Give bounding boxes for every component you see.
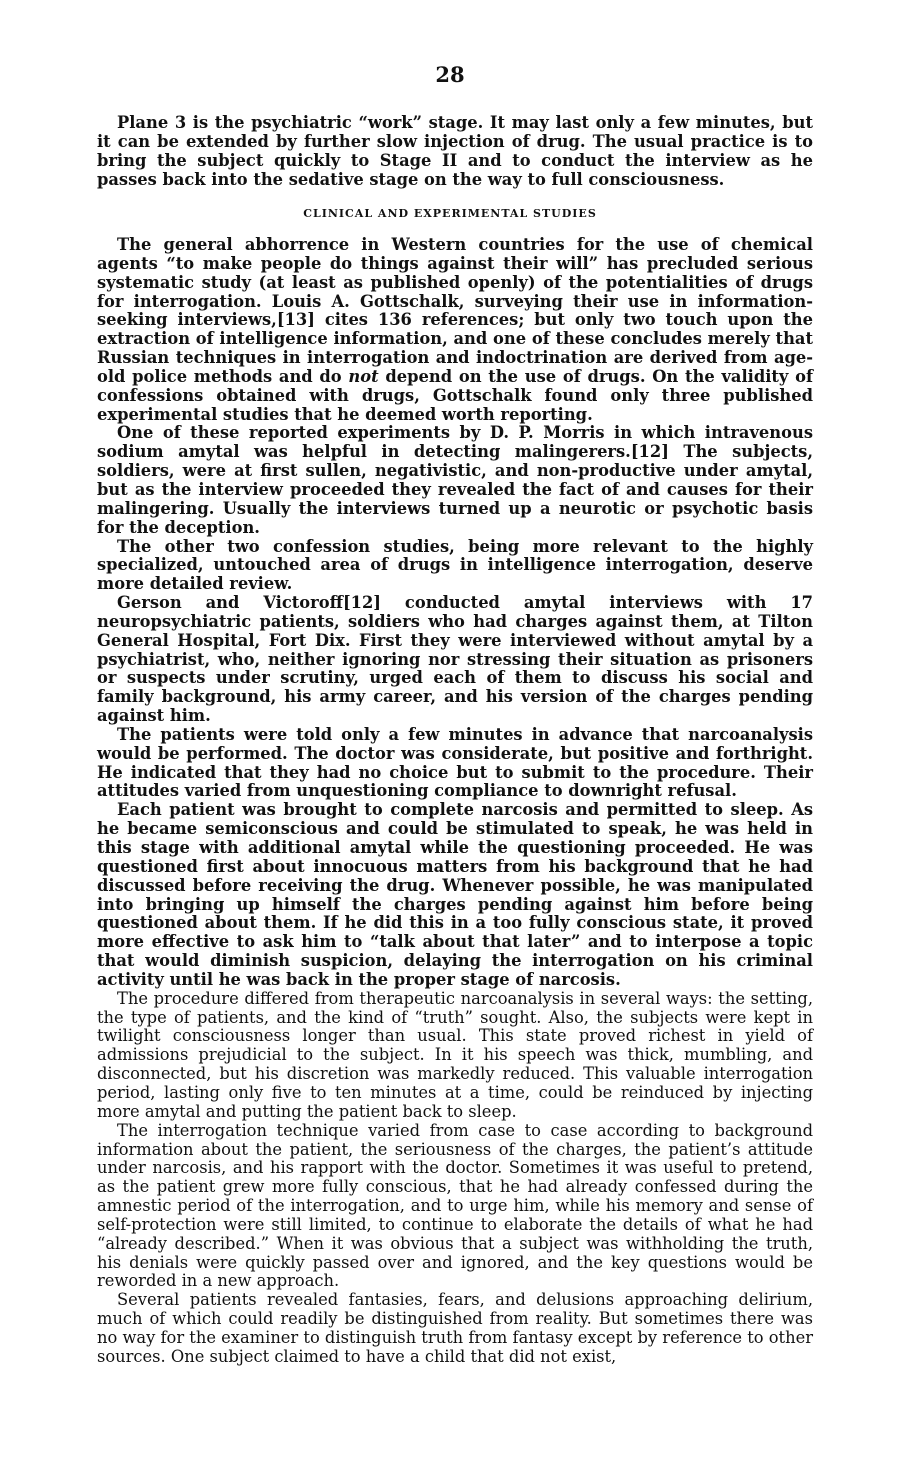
- paragraph-7: The procedure differed from therapeutic narcoanalysis in several ways: the setting, the type of patients, and the kind of “truth” sought. Also, the subjects were kept in twilight consciousness longer than usual. This state proved richest in yield of admissions prejudicial to the subject. In it his speech was thick, mumbling, and disconnected, but his discretion was markedly reduced. This valuable interrogation period, lasting only five to ten minutes at a time, could be reinduced by injecting more amytal and putting the patient back to sleep.: [97, 988, 813, 1121]
- paragraph-2: One of these reported experiments by D. P. Morris in which intravenous sodium amytal was helpful in detecting malingerers.[12] The subjects, soldiers, were at first sullen, negativistic, and non-productive under amytal, but as the interview proceeded they revealed the fact of and causes for their malingering. Usually the interviews turned up a neurotic or psychotic basis for the deception.: [97, 423, 813, 537]
- body-text: [97, 236, 813, 1367]
- paragraph-4: Gerson and Victoroff[12] conducted amytal interviews with 17 neuropsychiatric patients, soldiers who had charges against them, at Tilton General Hospital, Fort Dix. First they were interviewed without amytal by a psychiatrist, who, neither ignoring nor stressing their situation as prisoners or suspects under scrutiny, urged each of them to discuss his social and family background, his army career, and his version of the charges pending against him.: [97, 593, 813, 726]
- paragraph-1-part-2: depend on the use of drugs. On the validity of confessions obtained with drugs, Gottschalk found only three published experimental studies that he deemed worth reporting.: [97, 366, 813, 424]
- paragraph-8: The interrogation technique varied from case to case according to background information about the patient, the seriousness of the charges, the patient’s attitude under narcosis, and his rapport with the doctor. Sometimes it was useful to pretend, as the patient grew more fully conscious, that he had already confessed during the amnestic period of the interrogation, and to urge him, while his memory and sense of self-protection were still limited, to continue to elaborate the details of what he had “already described.” When it was obvious that a subject was withholding the truth, his denials were quickly passed over and ignored, and the key questions would be reworded in a new approach.: [97, 1120, 813, 1291]
- paragraph-3: The other two confession studies, being more relevant to the highly specialized, untouched area of drugs in intelligence interrogation, deserve more detailed review.: [97, 536, 813, 594]
- paragraph-1-part-1: The general abhorrence in Western countries for the use of chemical agents “to make people do things against their will” has precluded serious systematic study (at least as published openly) of the potentialities of drugs for interrogation. Louis A. Gottschalk, surveying their use in information-seeking interviews,[13] cites 136 references; but only two touch upon the extraction of intelligence information, and one of these concludes merely that Russian techniques in interrogation and indoctrination are derived from age-old police methods and do: [97, 235, 813, 386]
- paragraph-9: Several patients revealed fantasies, fears, and delusions approaching delirium, much of which could readily be distinguished from reality. But sometimes there was no way for the examiner to distinguish truth from fantasy except by reference to other sources. One subject claimed to have a child that did not exist,: [97, 1290, 813, 1366]
- paragraph-5: The patients were told only a few minutes in advance that narcoanalysis would be performed. The doctor was considerate, but positive and forthright. He indicated that they had no choice but to submit to the procedure. Their attitudes varied from unquestioning compliance to downright refusal.: [97, 724, 813, 801]
- intro-paragraph: Plane 3 is the psychiatric “work” stage. It may last only a few minutes, but it can be extended by further slow injection of drug. The usual practice is to bring the subject quickly to Stage II and to conduct the interview as he passes back into the sedative stage on the way to full consciousness.: [97, 113, 813, 189]
- paragraph-1-emphasis: not: [348, 366, 379, 386]
- intro-section: [97, 114, 813, 189]
- paragraph-1: [97, 236, 813, 424]
- section-heading: CLINICAL AND EXPERIMENTAL STUDIES: [303, 207, 597, 220]
- paragraph-6: Each patient was brought to complete narcosis and permitted to sleep. As he became semiconscious and could be stimulated to speak, he was held in this stage with additional amytal while the questioning proceeded. He was questioned first about innocuous matters from his background that he had discussed before receiving the drug. Whenever possible, he was manipulated into bringing up himself the charges pending against him before being questioned about them. If he did this in a too fully conscious state, it proved more effective to ask him to “talk about that later” and to interpose a topic that would diminish suspicion, delaying the interrogation on his criminal activity until he was back in the proper stage of narcosis.: [97, 800, 813, 989]
- page-number: 28: [435, 62, 465, 87]
